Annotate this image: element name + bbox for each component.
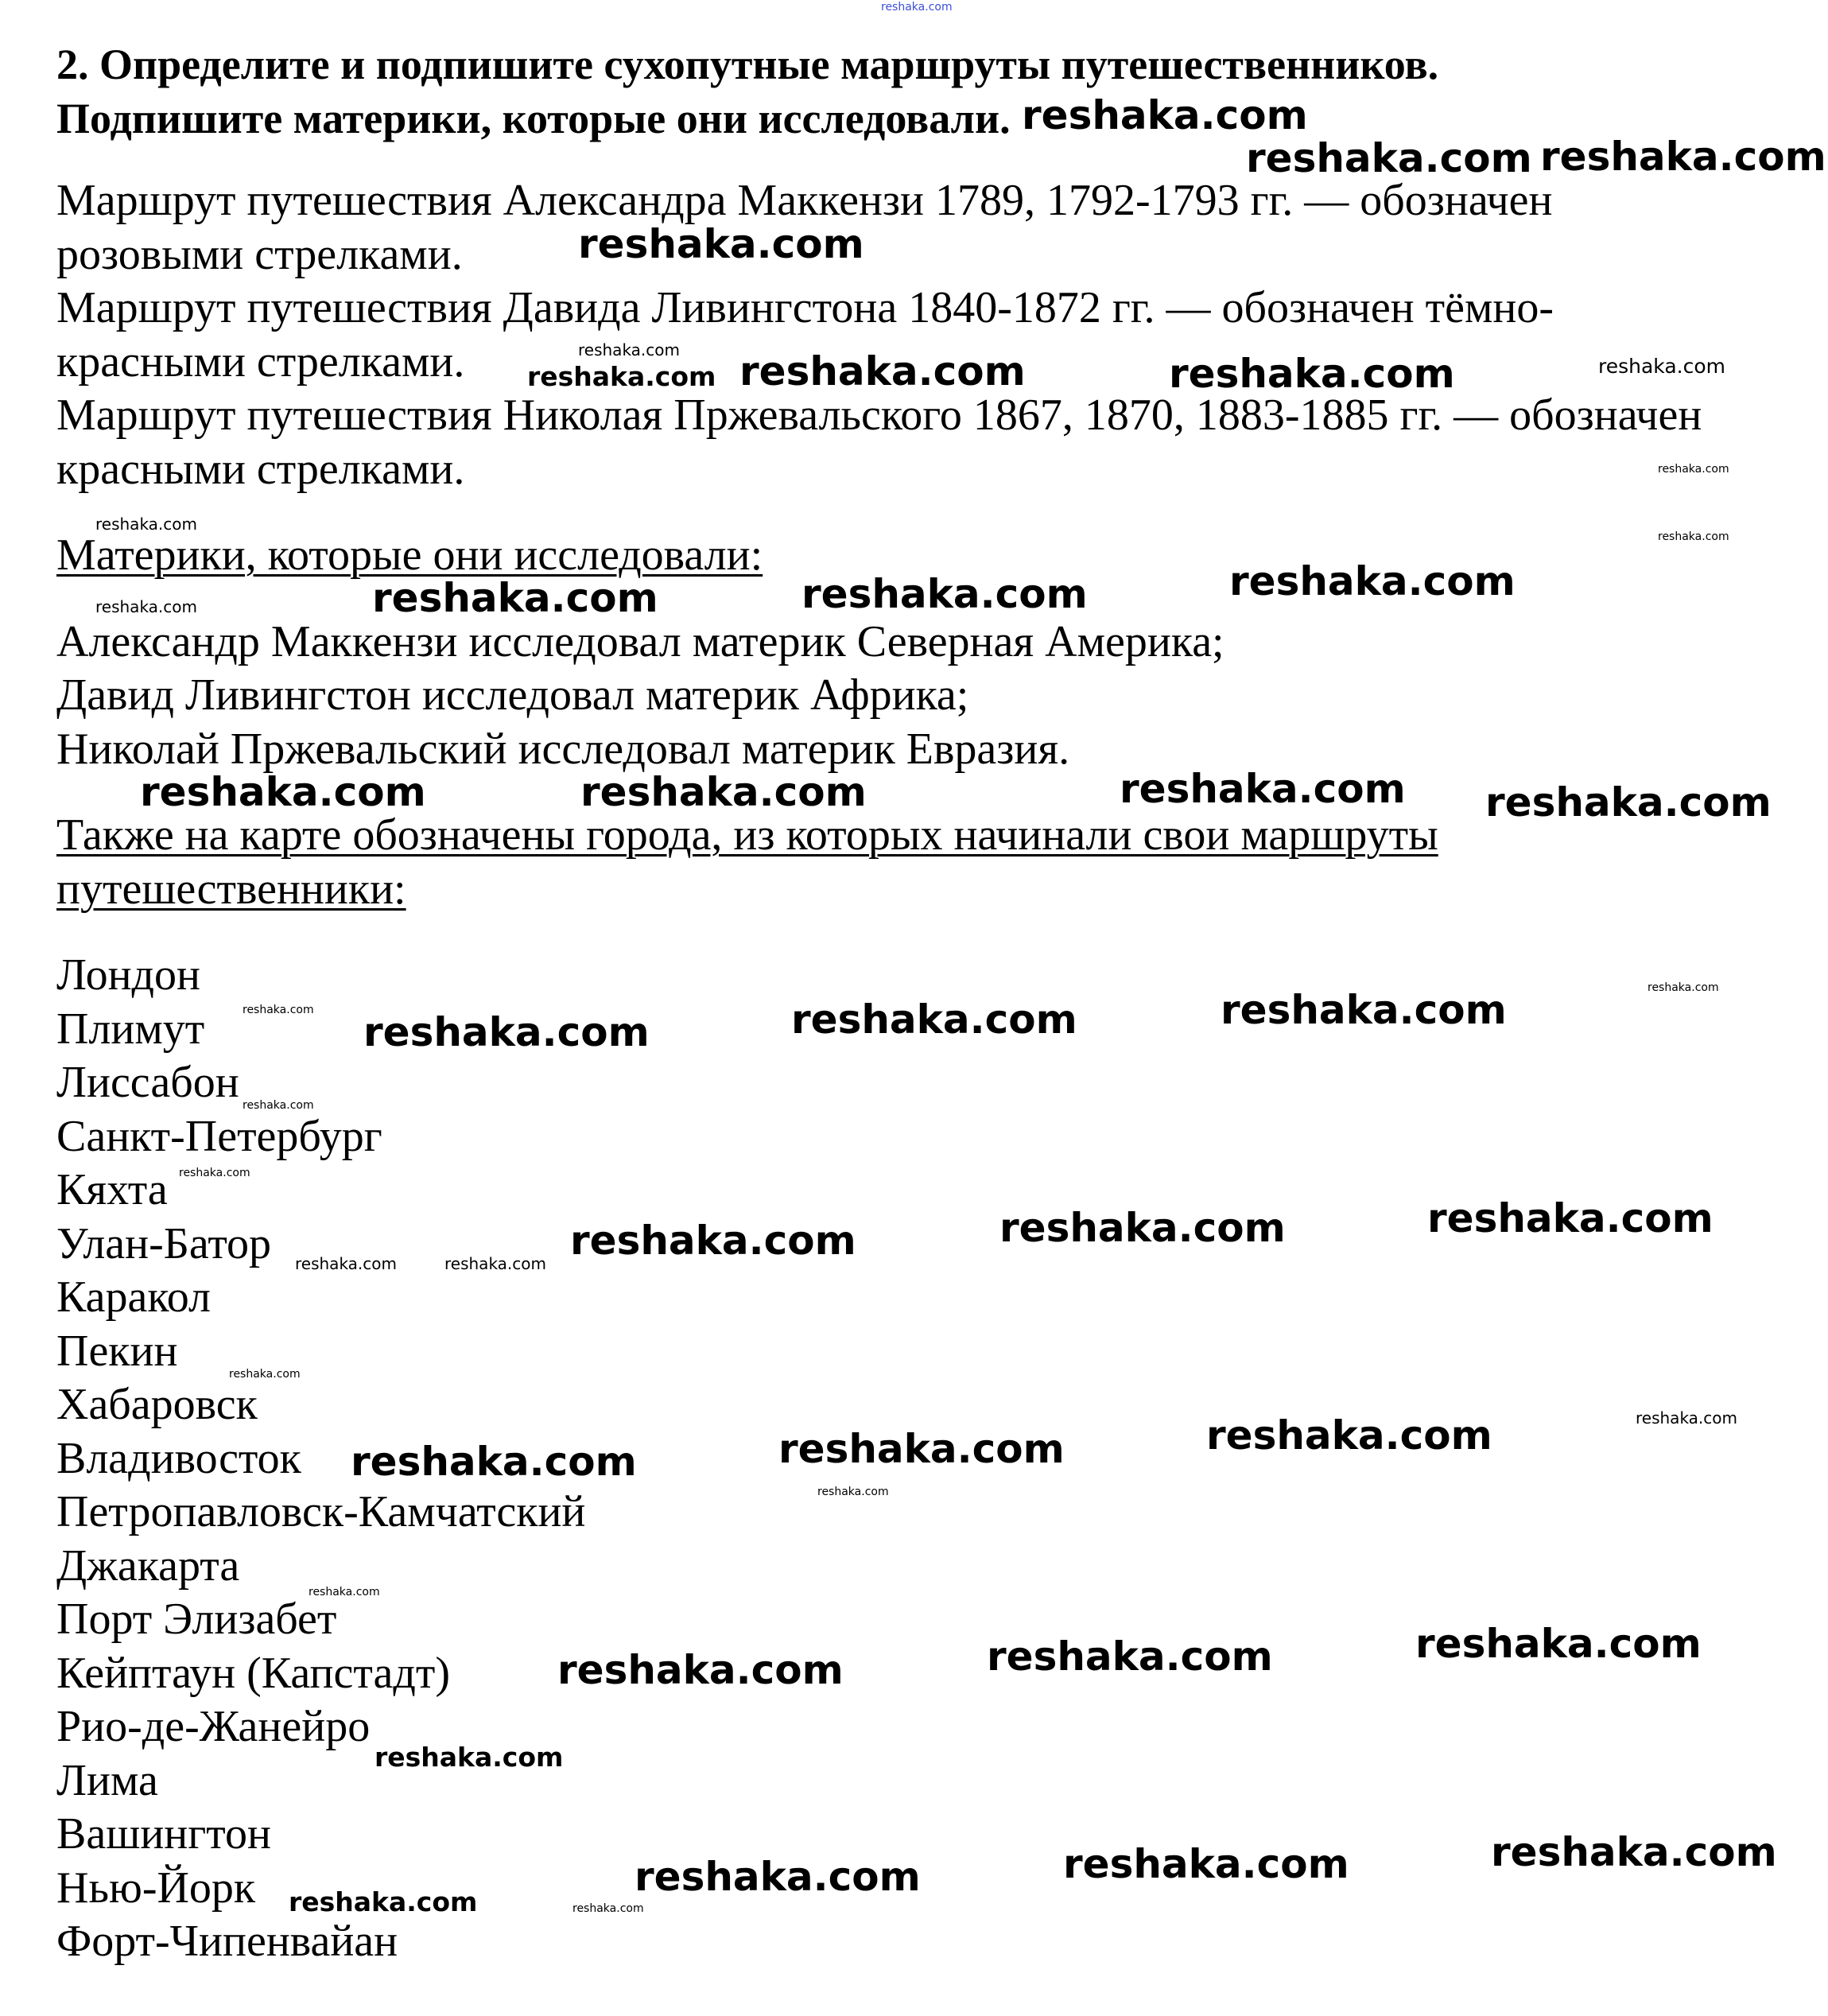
city-item: Порт Элизабет	[56, 1595, 337, 1644]
watermark: reshaka.com	[95, 515, 197, 534]
task-heading-line: Подпишите материки, которые они исследовали.	[56, 95, 1011, 142]
watermark: reshaka.com	[1658, 463, 1729, 476]
watermark: reshaka.com	[817, 1486, 889, 1498]
watermark: reshaka.com	[1246, 135, 1532, 181]
watermark: reshaka.com	[372, 575, 658, 621]
watermark: reshaka.com	[580, 769, 867, 815]
watermark: reshaka.com	[1415, 1621, 1702, 1667]
watermark: reshaka.com	[1658, 530, 1729, 543]
city-item: Лондон	[56, 950, 201, 1000]
city-item: Улан-Батор	[56, 1218, 272, 1268]
watermark: reshaka.com	[289, 1886, 478, 1917]
watermark: reshaka.com	[635, 1854, 921, 1900]
route-line: розовыми стрелками.	[56, 229, 463, 279]
cities-title: путешественники:	[56, 864, 406, 914]
route-line: Маршрут путешествия Давида Ливингстона 1840-1872 гг. — обозначен тёмно-	[56, 283, 1554, 332]
watermark: reshaka.com	[578, 221, 864, 267]
watermark: reshaka.com	[243, 1099, 314, 1112]
watermark: reshaka.com	[1648, 981, 1719, 994]
watermark: reshaka.com	[309, 1586, 380, 1598]
city-item: Владивосток	[56, 1433, 301, 1483]
continents-section	[56, 616, 1806, 777]
watermark: reshaka.com	[572, 1902, 644, 1915]
city-item: Кейптаун (Капстадт)	[56, 1648, 450, 1698]
city-item: Форт-Чипенвайан	[56, 1917, 398, 1966]
watermark: reshaka.com	[243, 1004, 314, 1016]
watermark: reshaka.com	[1063, 1841, 1349, 1887]
routes-section	[56, 174, 1806, 496]
city-item: Нью-Йорк	[56, 1863, 256, 1913]
watermark: reshaka.com	[1540, 134, 1826, 180]
watermark: reshaka.com	[1229, 558, 1516, 604]
watermark: reshaka.com	[527, 361, 716, 392]
watermark: reshaka.com	[295, 1254, 397, 1273]
watermark: reshaka.com	[1485, 779, 1772, 825]
watermark: reshaka.com	[1598, 355, 1725, 378]
watermark: reshaka.com	[739, 348, 1026, 394]
city-item: Каракол	[56, 1272, 211, 1322]
watermark: reshaka.com	[791, 996, 1077, 1043]
watermark: reshaka.com	[778, 1426, 1065, 1472]
city-item: Хабаровск	[56, 1380, 258, 1429]
city-item: Санкт-Петербург	[56, 1111, 382, 1161]
watermark: reshaka.com	[578, 340, 680, 359]
city-item: Пекин	[56, 1326, 178, 1376]
watermark: reshaka.com	[140, 769, 426, 815]
continent-line: Давид Ливингстон исследовал материк Африка;	[56, 670, 969, 720]
watermark-top: reshaka.com	[881, 1, 953, 14]
watermark: reshaka.com	[179, 1167, 250, 1179]
watermark: reshaka.com	[95, 597, 197, 616]
watermark: reshaka.com	[1120, 766, 1406, 812]
route-line: Маршрут путешествия Николая Пржевальского 1867, 1870, 1883-1885 гг. — обозначен	[56, 390, 1702, 440]
watermark: reshaka.com	[987, 1633, 1273, 1680]
watermark: reshaka.com	[1206, 1412, 1492, 1459]
watermark: reshaka.com	[570, 1218, 856, 1264]
city-item: Кяхта	[56, 1165, 168, 1214]
city-item: Рио-де-Жанейро	[56, 1702, 371, 1751]
watermark: reshaka.com	[1491, 1829, 1777, 1875]
watermark: reshaka.com	[444, 1254, 546, 1273]
watermark: reshaka.com	[1636, 1408, 1737, 1428]
watermark: reshaka.com	[1221, 987, 1507, 1033]
city-item: Лима	[56, 1755, 158, 1805]
watermark: reshaka.com	[363, 1009, 650, 1055]
route-line: Маршрут путешествия Александра Маккензи 1789, 1792-1793 гг. — обозначен	[56, 176, 1553, 225]
continents-title: Материки, которые они исследовали:	[56, 530, 763, 580]
watermark: reshaka.com	[1427, 1195, 1714, 1241]
watermark: reshaka.com	[999, 1205, 1286, 1251]
watermark: reshaka.com	[801, 571, 1088, 617]
watermark: reshaka.com	[1022, 92, 1308, 138]
watermark: reshaka.com	[557, 1647, 844, 1693]
watermark: reshaka.com	[375, 1742, 564, 1773]
task-heading-line: 2. Определите и подпишите сухопутные маршруты путешественников.	[56, 41, 1439, 88]
city-item: Вашингтон	[56, 1809, 271, 1859]
route-line: красными стрелками.	[56, 336, 465, 386]
watermark: reshaka.com	[1169, 351, 1455, 397]
city-item: Петропавловск-Камчатский	[56, 1487, 586, 1536]
watermark: reshaka.com	[229, 1368, 301, 1381]
continent-line: Александр Маккензи исследовал материк Северная Америка;	[56, 616, 1224, 666]
watermark: reshaka.com	[351, 1439, 637, 1485]
city-item: Плимут	[56, 1004, 205, 1054]
city-item: Джакарта	[56, 1540, 240, 1591]
route-line: красными стрелками.	[56, 444, 465, 494]
continent-line: Николай Пржевальский исследовал материк Евразия.	[56, 724, 1070, 774]
city-item: Лиссабон	[56, 1058, 239, 1107]
cities-title: Также на карте обозначены города, из которых начинали свои маршруты	[56, 810, 1438, 860]
